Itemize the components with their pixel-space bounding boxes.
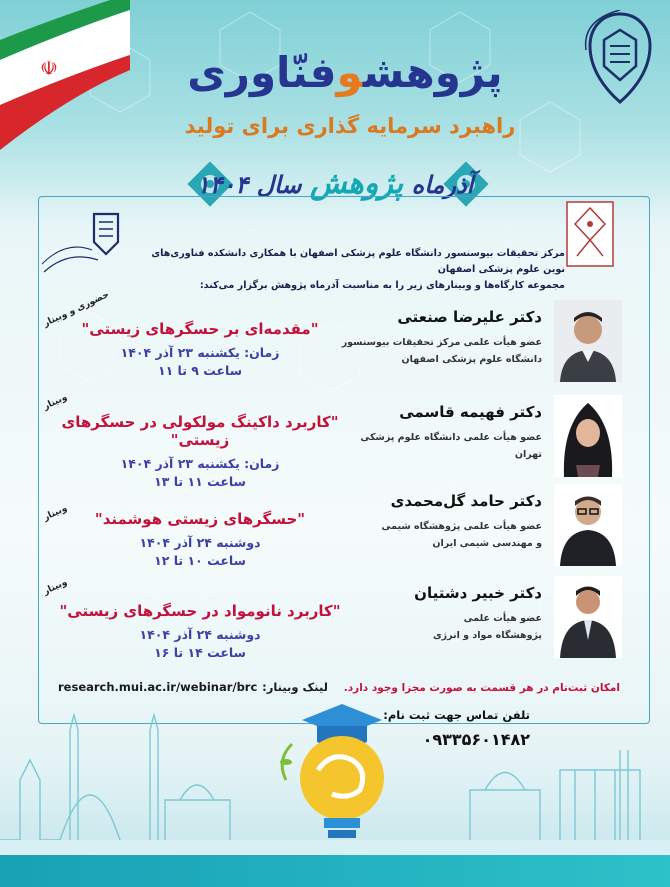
banner-year: سال ۱۴۰۴ — [196, 170, 302, 199]
speaker-affiliation: عضو هیأت علمی مرکز تحقیقات بیوسنسور — [341, 337, 542, 348]
webinar-link[interactable]: research.mui.ac.ir/webinar/brc — [58, 680, 258, 694]
poster-subtitle: راهبرد سرمایه گذاری برای تولید — [184, 114, 516, 138]
session-mode: وبینار — [42, 577, 69, 598]
talk-hours: ساعت ۹ تا ۱۱ — [157, 363, 243, 378]
avatar-icon — [554, 576, 622, 658]
bottom-bar — [0, 855, 670, 887]
talk-info — [40, 320, 360, 380]
banner-research: پژوهش — [309, 166, 404, 201]
intro-text — [145, 246, 565, 294]
speaker-name: دکتر خبیر دشتیان — [414, 584, 542, 602]
svg-text:☫: ☫ — [40, 56, 58, 80]
talk-date: زمان: یکشنبه ۲۳ آذر ۱۴۰۴ — [120, 456, 280, 471]
session-mode: وبینار — [42, 503, 69, 524]
avatar-icon — [554, 395, 622, 477]
speaker-affiliation: و مهندسی شیمی ایران — [432, 538, 542, 549]
webinar-link-label: لینک وبینار: — [262, 680, 328, 694]
speaker-row — [40, 484, 630, 576]
speaker-info — [332, 308, 542, 368]
talk-hours: ساعت ۱۴ تا ۱۶ — [154, 645, 246, 660]
speaker-row — [40, 576, 630, 668]
registration-note: امکان ثبت‌نام در هر قسمت به صورت مجزا وجود دارد. — [343, 682, 620, 694]
speaker-row — [40, 289, 630, 392]
talk-hours: ساعت ۱۱ تا ۱۳ — [154, 474, 246, 489]
phone-number[interactable]: ۰۹۳۳۵۶۰۱۴۸۲ — [422, 730, 530, 749]
banner-month: آذرماه — [411, 170, 474, 199]
talk-title: "کاربرد نانومواد در حسگرهای زیستی" — [59, 602, 341, 620]
phone-label: تلفن تماس جهت ثبت نام: — [383, 708, 530, 722]
talk-info — [40, 602, 360, 662]
speaker-affiliation: عضو هیأت علمی — [463, 613, 542, 624]
faculty-logo-icon — [38, 210, 132, 280]
speaker-photo — [554, 395, 622, 477]
intro-line: مرکز تحقیقات بیوسنسور دانشگاه علوم پزشکی اصفهان با همکاری دانشکده فناوری‌های نوین علوم پزشکی اصفهان — [151, 248, 565, 275]
speaker-name: دکتر علیرضا صنعتی — [397, 308, 542, 326]
biosensor-center-logo-icon — [565, 200, 615, 268]
talk-hours: ساعت ۱۰ تا ۱۲ — [154, 553, 246, 568]
avatar-icon — [554, 300, 622, 382]
speaker-name: دکتر حامد گل‌محمدی — [390, 492, 542, 510]
speaker-info — [332, 492, 542, 552]
speaker-name: دکتر فهیمه قاسمی — [399, 403, 542, 421]
speaker-info — [332, 584, 542, 644]
speaker-photo — [554, 484, 622, 566]
avatar-icon — [554, 484, 622, 566]
speaker-photo — [554, 576, 622, 658]
webinar-link-row — [58, 680, 328, 694]
speaker-affiliation: عضو هیأت علمی دانشگاه علوم پزشکی تهران — [360, 432, 542, 460]
poster-title — [120, 48, 570, 97]
speaker-row — [40, 392, 630, 489]
speaker-affiliation: پژوهشگاه مواد و انرژی — [432, 630, 542, 641]
speaker-affiliation: دانشگاه علوم پزشکی اصفهان — [401, 354, 542, 365]
talk-date: زمان: یکشنبه ۲۳ آذر ۱۴۰۴ — [120, 345, 280, 360]
speaker-affiliation: عضو هیأت علمی پژوهشگاه شیمی — [381, 521, 542, 532]
talk-date: دوشنبه ۲۴ آذر ۱۴۰۴ — [139, 627, 261, 642]
iran-flag-icon — [0, 0, 130, 150]
title-conjunction: و — [336, 48, 363, 97]
speaker-info — [332, 403, 542, 463]
title-part-research: پژوهش — [362, 48, 503, 97]
intro-line: مجموعه کارگاه‌ها و وبینارهای زیر را به مناسبت آذرماه پژوهش برگزار می‌کند: — [199, 280, 565, 291]
talk-info — [40, 510, 360, 570]
session-mode: وبینار — [42, 392, 69, 413]
university-logo-icon — [582, 10, 658, 120]
talk-info — [40, 413, 360, 491]
talk-title: "کاربرد داکینگ مولکولی در حسگرهای زیستی" — [61, 413, 339, 449]
talk-title: "حسگرهای زیستی هوشمند" — [94, 510, 306, 528]
talk-date: دوشنبه ۲۴ آذر ۱۴۰۴ — [139, 535, 261, 550]
session-mode: حضوری و وبینار — [42, 289, 111, 330]
title-part-technology: فنّاوری — [187, 48, 337, 97]
speaker-photo — [554, 300, 622, 382]
talk-title: "مقدمه‌ای بر حسگرهای زیستی" — [81, 320, 319, 338]
